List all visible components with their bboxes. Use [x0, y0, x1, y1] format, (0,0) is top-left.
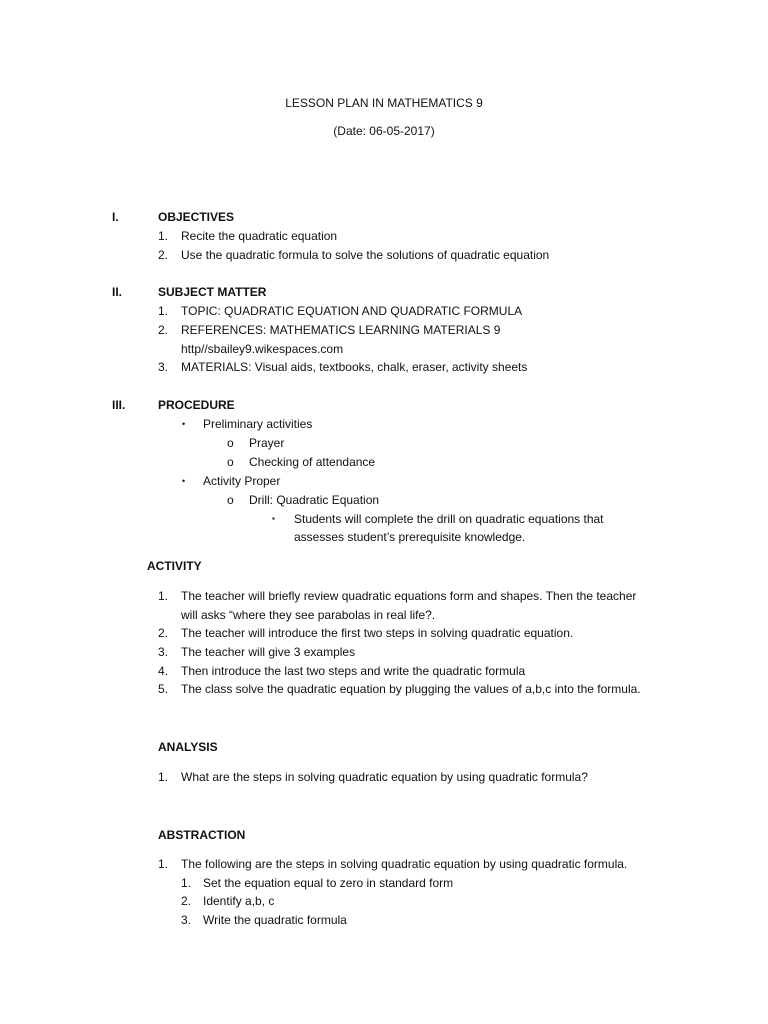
list-number: 2.: [158, 323, 169, 337]
sub-list-item: Identify a,b, c: [203, 894, 275, 908]
section-numeral-subject-matter: II.: [112, 285, 123, 299]
list-item: The following are the steps in solving quadratic equation by using quadratic formula.: [181, 857, 628, 871]
sub-list-item: Write the quadratic formula: [203, 913, 347, 927]
list-item: Then introduce the last two steps and write the quadratic formula: [181, 664, 526, 678]
list-item: The teacher will briefly review quadratic equations form and shapes. Then the teacher: [181, 589, 637, 603]
square-bullet-icon: ▪: [272, 514, 275, 523]
document-date: (Date: 06-05-2017): [333, 124, 435, 138]
list-number: 3.: [158, 645, 169, 659]
circle-bullet-icon: o: [227, 493, 234, 507]
list-number: 1.: [158, 304, 169, 318]
list-item: The teacher will introduce the first two steps in solving quadratic equation.: [181, 626, 574, 640]
list-item: The class solve the quadratic equation by plugging the values of a,b,c into the formula.: [181, 682, 641, 696]
list-number: 5.: [158, 682, 169, 696]
list-item: Recite the quadratic equation: [181, 229, 338, 243]
list-number: 3.: [158, 360, 169, 374]
list-item: REFERENCES: MATHEMATICS LEARNING MATERIALS 9: [181, 323, 501, 337]
list-item: The teacher will give 3 examples: [181, 645, 356, 659]
section-heading-procedure: PROCEDURE: [158, 398, 235, 412]
section-heading-subject-matter: SUBJECT MATTER: [158, 285, 267, 299]
sub-list-item: Set the equation equal to zero in standard form: [203, 876, 454, 890]
document-title: LESSON PLAN IN MATHEMATICS 9: [285, 96, 483, 110]
list-item: MATERIALS: Visual aids, textbooks, chalk, eraser, activity sheets: [181, 360, 528, 374]
circle-bullet-icon: o: [227, 436, 234, 450]
list-item: What are the steps in solving quadratic equation by using quadratic formula?: [181, 770, 588, 784]
list-item: Activity Proper: [203, 474, 281, 488]
section-heading-activity: ACTIVITY: [147, 559, 202, 573]
list-number: 1.: [158, 770, 169, 784]
sub-list-number: 3.: [181, 913, 192, 927]
list-number: 1.: [158, 229, 169, 243]
list-number: 2.: [158, 248, 169, 262]
section-heading-abstraction: ABSTRACTION: [158, 828, 246, 842]
list-number: 4.: [158, 664, 169, 678]
section-numeral-procedure: III.: [112, 398, 126, 412]
list-item: Use the quadratic formula to solve the solutions of quadratic equation: [181, 248, 550, 262]
list-item: Preliminary activities: [203, 417, 313, 431]
list-item: Prayer: [249, 436, 285, 450]
list-item: Drill: Quadratic Equation: [249, 493, 380, 507]
list-item: TOPIC: QUADRATIC EQUATION AND QUADRATIC FORMULA: [181, 304, 523, 318]
list-item: Students will complete the drill on quadratic equations that: [294, 512, 604, 526]
list-number: 1.: [158, 589, 169, 603]
section-heading-objectives: OBJECTIVES: [158, 210, 235, 224]
section-numeral-objectives: I.: [112, 210, 119, 224]
list-item-continuation: http//sbailey9.wikespaces.com: [181, 342, 344, 356]
list-number: 1.: [158, 857, 169, 871]
sub-list-number: 1.: [181, 876, 192, 890]
list-item: Checking of attendance: [249, 455, 376, 469]
bullet-icon: •: [182, 419, 186, 429]
bullet-icon: •: [182, 476, 186, 486]
sub-list-number: 2.: [181, 894, 192, 908]
circle-bullet-icon: o: [227, 455, 234, 469]
list-item-continuation: assesses student’s prerequisite knowledge.: [294, 530, 526, 544]
list-number: 2.: [158, 626, 169, 640]
section-heading-analysis: ANALYSIS: [158, 740, 218, 754]
list-item-continuation: will asks “where they see parabolas in real life?.: [181, 608, 436, 622]
